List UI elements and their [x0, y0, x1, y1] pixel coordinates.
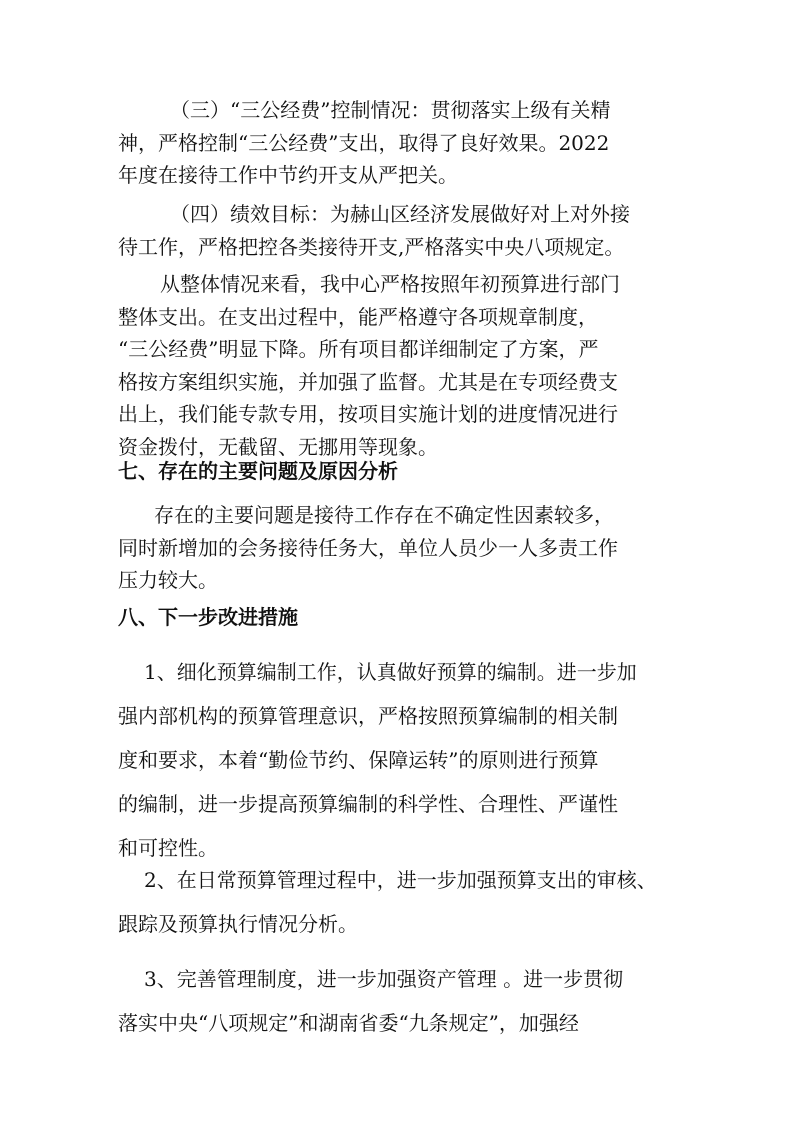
paragraph-improvement-1: [118, 650, 678, 870]
section-heading-improvements: 八、下一步改进措施: [118, 605, 298, 629]
paragraph-line: 落实中央“八项规定”和湖南省委“九条规定”，加强经: [118, 1011, 579, 1035]
paragraph-main-problems: [118, 499, 678, 597]
paragraph-line: 年度在接待工作中节约开支从严把关。: [118, 163, 458, 187]
paragraph-overall-situation: [118, 268, 678, 463]
paragraph-line: 1、细化预算编制工作，认真做好预算的编制。进一步加: [144, 660, 637, 684]
paragraph-line: 整体支出。在支出过程中，能严格遵守各项规章制度，: [118, 304, 598, 329]
section-heading-problems: 七、存在的主要问题及原因分析: [118, 459, 398, 483]
paragraph-line: 和可控性。: [118, 836, 218, 860]
paragraph-line: 存在的主要问题是接待工作存在不确定性因素较多，: [154, 503, 614, 527]
paragraph-line: 资金拨付，无截留、无挪用等现象。: [118, 434, 438, 459]
paragraph-line: 压力较大。: [118, 568, 218, 592]
paragraph-line: 待工作，严格把控各类接待开支,严格落实中央八项规定。: [118, 234, 625, 259]
paragraph-line: 跟踪及预算执行情况分析。: [118, 912, 358, 936]
paragraph-improvement-3: [118, 957, 678, 1045]
paragraph-line: 度和要求，本着“勤俭节约、保障运转”的原则进行预算: [118, 748, 599, 772]
paragraph-line: 从整体情况来看，我中心严格按照年初预算进行部门: [160, 272, 620, 296]
paragraph-line: （三）“三公经费”控制情况：贯彻落实上级有关精: [170, 98, 611, 122]
paragraph-line: （四）绩效目标：为赫山区经济发展做好对上对外接: [170, 202, 630, 226]
paragraph-line: 同时新增加的会务接待任务大，单位人员少一人多责工作: [118, 535, 618, 560]
paragraph-line: 神，严格控制“三公经费”支出，取得了良好效果。2022: [118, 130, 610, 155]
paragraph-line: 强内部机构的预算管理意识，严格按照预算编制的相关制: [118, 704, 618, 728]
paragraph-performance-goals: [118, 198, 678, 263]
paragraph-line: 2、在日常预算管理过程中，进一步加强预算支出的审核、: [144, 868, 657, 892]
paragraph-line: 出上，我们能专款专用，按项目实施计划的进度情况进行: [118, 402, 618, 426]
paragraph-line: 格按方案组织实施，并加强了监督。尤其是在专项经费支: [118, 369, 618, 394]
paragraph-improvement-2: [118, 858, 678, 946]
paragraph-line: 的编制，进一步提高预算编制的科学性、合理性、严谨性: [118, 792, 618, 816]
paragraph-three-public-expenses: [118, 94, 678, 192]
paragraph-line: “三公经费”明显下降。所有项目都详细制定了方案，严: [118, 337, 599, 361]
paragraph-line: 3、完善管理制度，进一步加强资产管理 。进一步贯彻: [144, 967, 624, 991]
